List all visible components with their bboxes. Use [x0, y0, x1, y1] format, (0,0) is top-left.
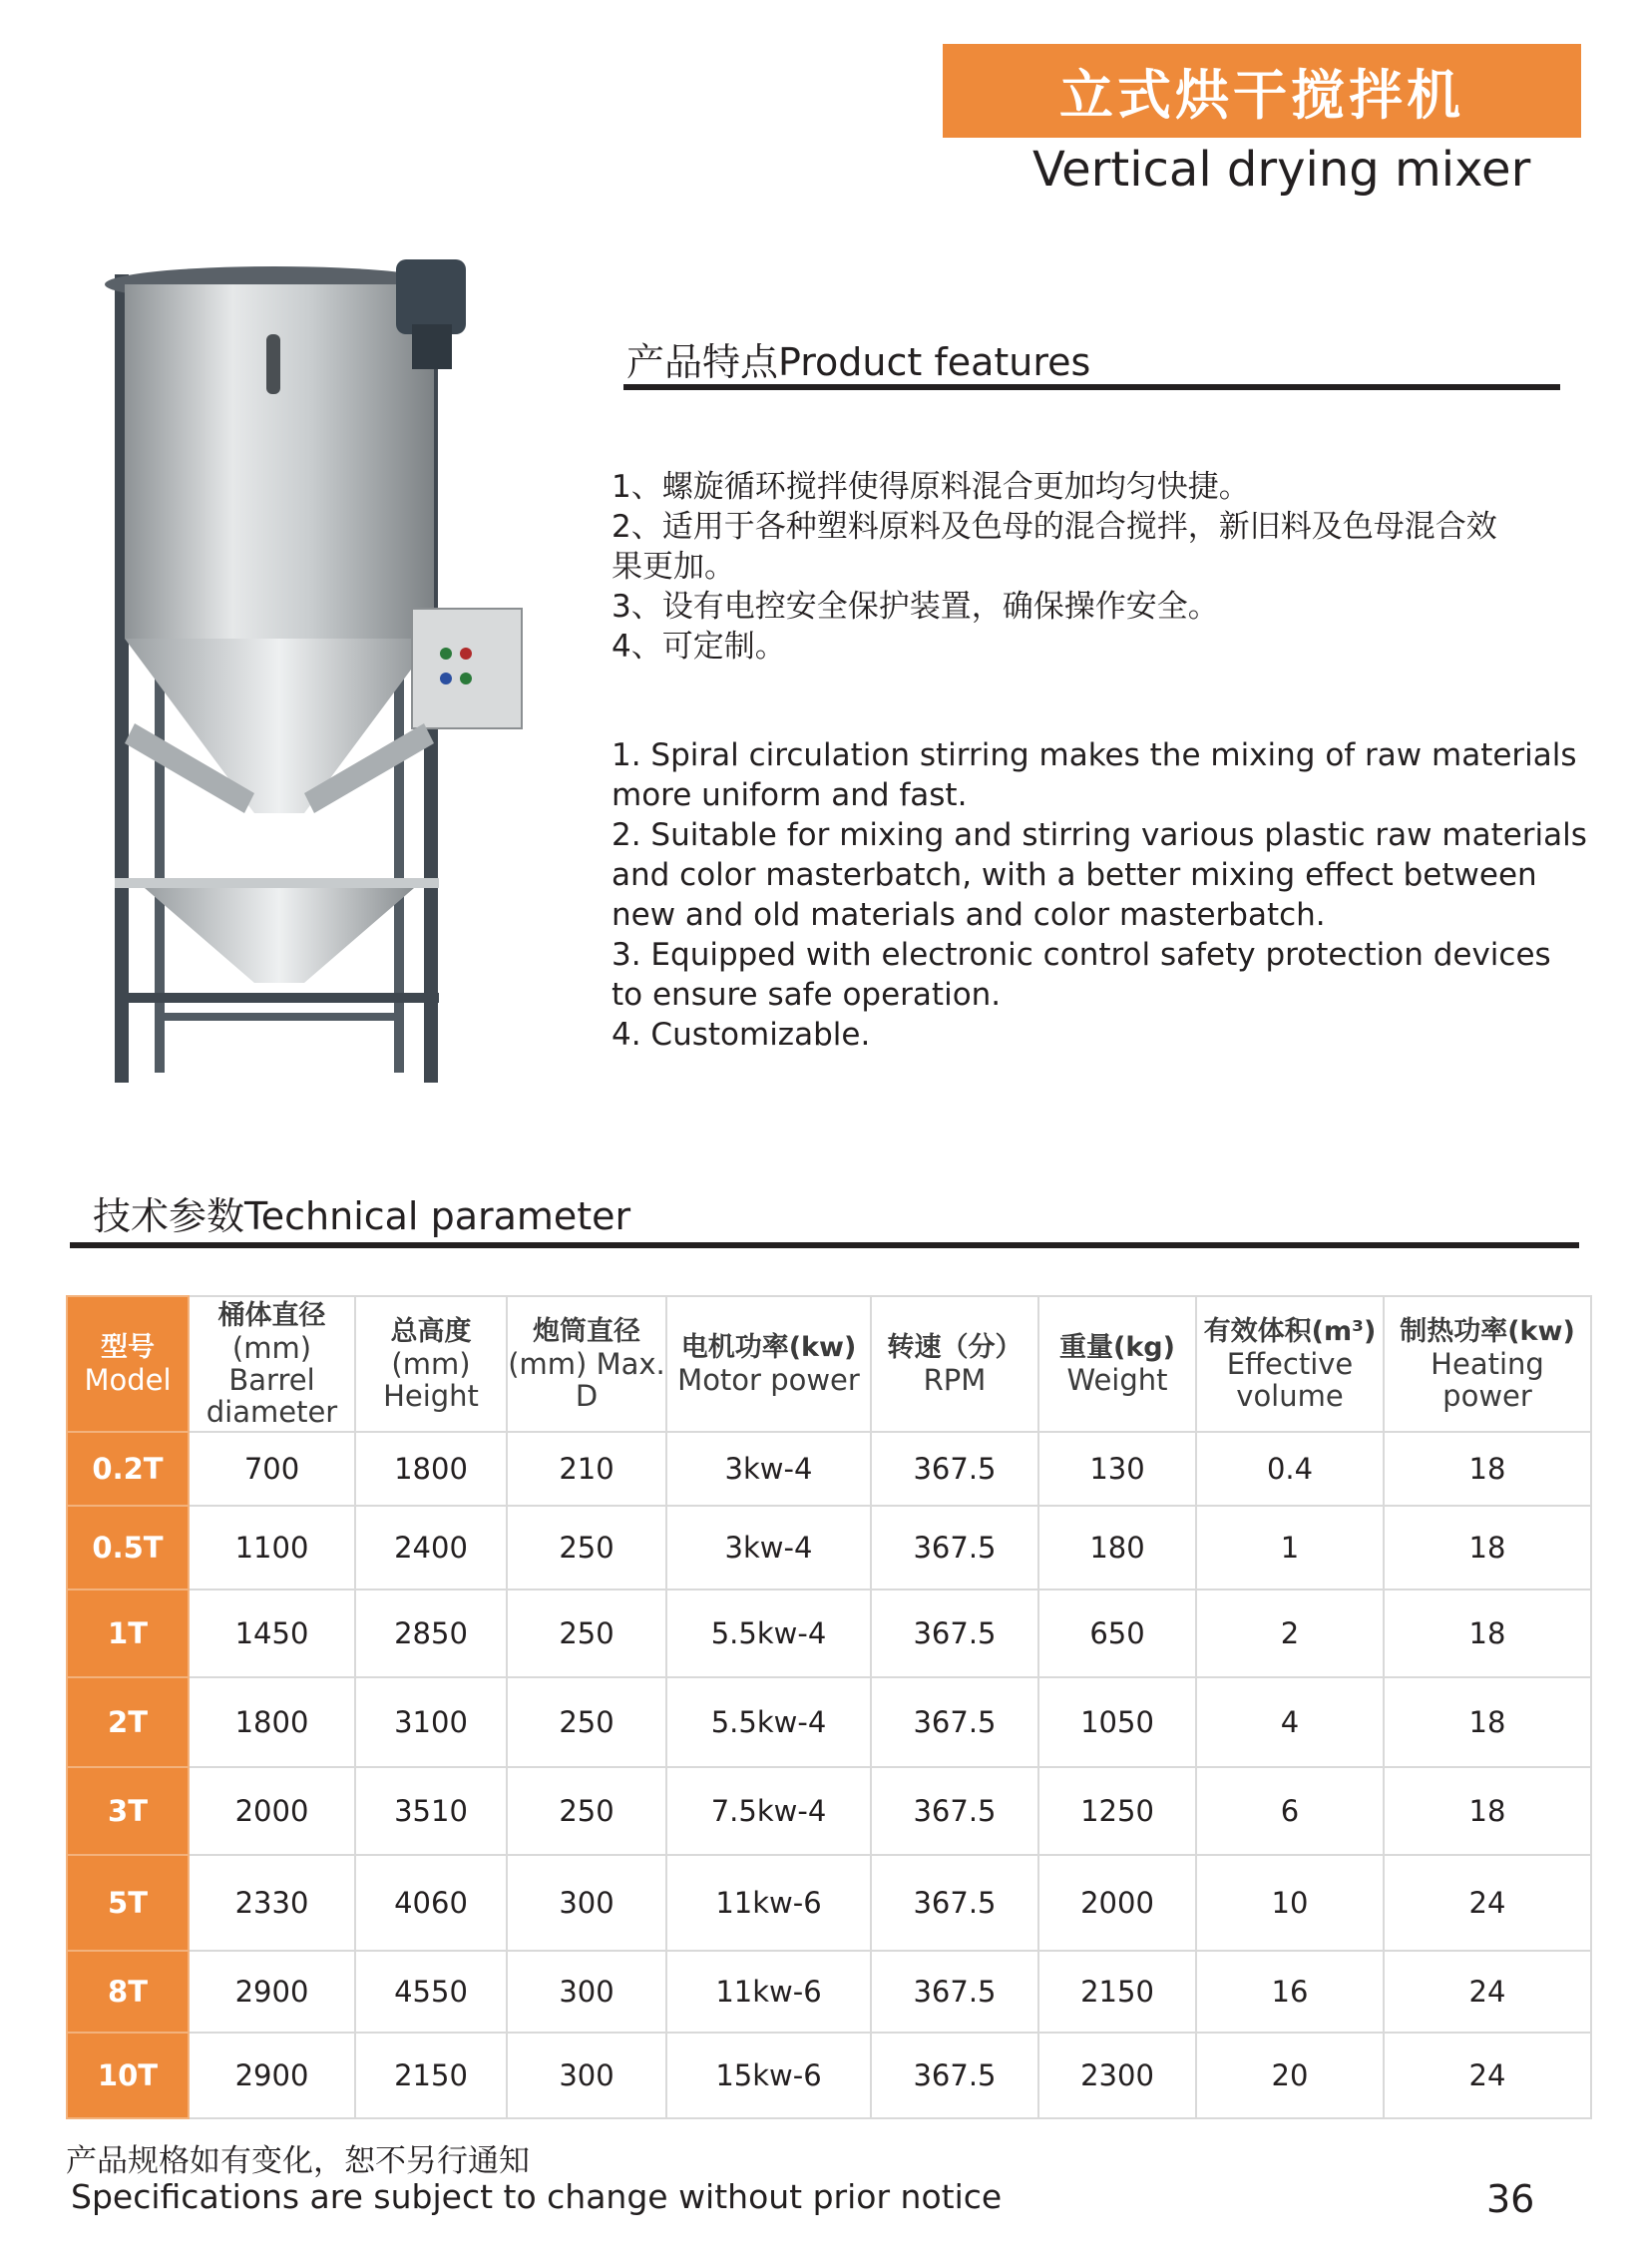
table-cell: 15kw-6 — [666, 2033, 871, 2118]
table-cell: 210 — [507, 1432, 666, 1506]
feature-zh-item: 2、适用于各种塑料原料及色母的混合搅拌，新旧料及色母混合效果更加。 — [612, 509, 1497, 585]
title-banner — [943, 44, 1581, 138]
table-cell: 7.5kw-4 — [666, 1767, 871, 1855]
table-cell: 4060 — [355, 1855, 507, 1951]
table-header-row — [67, 1296, 1591, 1432]
features-en-list — [612, 735, 1609, 1055]
page-title: 立式烘干搅拌机 — [1059, 63, 1464, 127]
model-cell: 10T — [67, 2033, 189, 2118]
feature-en-item: 4. Customizable. — [612, 1017, 871, 1053]
notice-en: Specifications are subject to change without prior notice — [71, 2177, 1003, 2216]
table-cell: 1 — [1196, 1506, 1384, 1589]
table-cell: 24 — [1384, 1855, 1591, 1951]
table-cell: 367.5 — [871, 1506, 1038, 1589]
col-header-weight: 重量(kg) Weight — [1038, 1296, 1196, 1432]
model-cell: 8T — [67, 1951, 189, 2033]
feature-en-item: 2. Suitable for mixing and stirring various plastic raw materials and color masterbatch, with a better mixing effect between new and old materials and color masterbatch. — [612, 817, 1587, 933]
model-cell: 1T — [67, 1589, 189, 1677]
table-cell: 3100 — [355, 1677, 507, 1767]
table-cell: 300 — [507, 2033, 666, 2118]
table-cell: 18 — [1384, 1432, 1591, 1506]
table-cell: 2000 — [1038, 1855, 1196, 1951]
table-row — [67, 1767, 1591, 1855]
table-cell: 2 — [1196, 1589, 1384, 1677]
table-cell: 18 — [1384, 1506, 1591, 1589]
table-cell: 367.5 — [871, 1677, 1038, 1767]
page-subtitle: Vertical drying mixer — [1032, 142, 1531, 198]
params-heading-rule — [70, 1242, 1579, 1248]
col-header-model: 型号 Model — [67, 1296, 189, 1432]
table-cell: 1250 — [1038, 1767, 1196, 1855]
features-heading: 产品特点Product features — [626, 340, 1091, 384]
feature-zh-item: 4、可定制。 — [612, 629, 786, 665]
table-cell: 1800 — [189, 1677, 355, 1767]
col-header-rpm: 转速（分） RPM — [871, 1296, 1038, 1432]
table-row — [67, 1432, 1591, 1506]
model-cell: 3T — [67, 1767, 189, 1855]
table-cell: 650 — [1038, 1589, 1196, 1677]
table-cell: 250 — [507, 1589, 666, 1677]
model-cell: 0.2T — [67, 1432, 189, 1506]
feature-en-item: 1. Spiral circulation stirring makes the mixing of raw materials more uniform and fast. — [612, 737, 1577, 813]
table-cell: 10 — [1196, 1855, 1384, 1951]
notice-zh: 产品规格如有变化，恕不另行通知 — [66, 2143, 530, 2179]
table-row — [67, 1589, 1591, 1677]
table-cell: 20 — [1196, 2033, 1384, 2118]
table-cell: 18 — [1384, 1589, 1591, 1677]
table-cell: 367.5 — [871, 1855, 1038, 1951]
page-number: 36 — [1486, 2177, 1535, 2221]
table-cell: 300 — [507, 1855, 666, 1951]
table-cell: 3kw-4 — [666, 1506, 871, 1589]
table-cell: 250 — [507, 1767, 666, 1855]
table-cell: 24 — [1384, 1951, 1591, 2033]
table-cell: 18 — [1384, 1767, 1591, 1855]
table-cell: 367.5 — [871, 1589, 1038, 1677]
table-cell: 4550 — [355, 1951, 507, 2033]
table-cell: 5.5kw-4 — [666, 1589, 871, 1677]
table-cell: 11kw-6 — [666, 1951, 871, 2033]
col-header-heating: 制热功率(kw) Heating power — [1384, 1296, 1591, 1432]
table-row — [67, 1951, 1591, 2033]
table-cell: 2400 — [355, 1506, 507, 1589]
feature-zh-item: 3、设有电控安全保护装置，确保操作安全。 — [612, 589, 1219, 625]
vertical-drying-mixer-image — [95, 254, 534, 1093]
table-row — [67, 1506, 1591, 1589]
features-heading-rule — [623, 384, 1560, 390]
col-header-motor: 电机功率(kw) Motor power — [666, 1296, 871, 1432]
col-header-maxd: 炮筒直径 (mm) Max. D — [507, 1296, 666, 1432]
table-cell: 130 — [1038, 1432, 1196, 1506]
table-cell: 367.5 — [871, 1951, 1038, 2033]
spec-table — [66, 1295, 1592, 2119]
table-cell: 2850 — [355, 1589, 507, 1677]
table-cell: 700 — [189, 1432, 355, 1506]
table-cell: 18 — [1384, 1677, 1591, 1767]
table-cell: 1800 — [355, 1432, 507, 1506]
table-row — [67, 1677, 1591, 1767]
table-cell: 16 — [1196, 1951, 1384, 2033]
model-cell: 5T — [67, 1855, 189, 1951]
table-cell: 2900 — [189, 1951, 355, 2033]
table-cell: 11kw-6 — [666, 1855, 871, 1951]
table-cell: 250 — [507, 1506, 666, 1589]
table-cell: 4 — [1196, 1677, 1384, 1767]
feature-zh-item: 1、螺旋循环搅拌使得原料混合更加均匀快捷。 — [612, 469, 1250, 505]
table-cell: 250 — [507, 1677, 666, 1767]
model-cell: 2T — [67, 1677, 189, 1767]
col-header-height: 总高度 (mm) Height — [355, 1296, 507, 1432]
table-cell: 367.5 — [871, 1432, 1038, 1506]
table-cell: 300 — [507, 1951, 666, 2033]
table-cell: 5.5kw-4 — [666, 1677, 871, 1767]
table-cell: 2000 — [189, 1767, 355, 1855]
table-cell: 3kw-4 — [666, 1432, 871, 1506]
table-cell: 180 — [1038, 1506, 1196, 1589]
features-zh-list — [612, 467, 1609, 667]
col-header-volume: 有效体积(m³) Effective volume — [1196, 1296, 1384, 1432]
col-header-barrel: 桶体直径 (mm) Barrel diameter — [189, 1296, 355, 1432]
table-cell: 2300 — [1038, 2033, 1196, 2118]
table-cell: 1050 — [1038, 1677, 1196, 1767]
table-cell: 24 — [1384, 2033, 1591, 2118]
table-cell: 2150 — [355, 2033, 507, 2118]
model-cell: 0.5T — [67, 1506, 189, 1589]
table-cell: 2900 — [189, 2033, 355, 2118]
table-row — [67, 1855, 1591, 1951]
table-row — [67, 2033, 1591, 2118]
table-cell: 367.5 — [871, 2033, 1038, 2118]
table-cell: 1450 — [189, 1589, 355, 1677]
table-cell: 2150 — [1038, 1951, 1196, 2033]
table-cell: 2330 — [189, 1855, 355, 1951]
table-cell: 0.4 — [1196, 1432, 1384, 1506]
feature-en-item: 3. Equipped with electronic control safety protection devices to ensure safe operation. — [612, 937, 1551, 1013]
table-cell: 1100 — [189, 1506, 355, 1589]
table-cell: 6 — [1196, 1767, 1384, 1855]
table-cell: 3510 — [355, 1767, 507, 1855]
table-cell: 367.5 — [871, 1767, 1038, 1855]
params-heading: 技术参数Technical parameter — [93, 1194, 631, 1238]
